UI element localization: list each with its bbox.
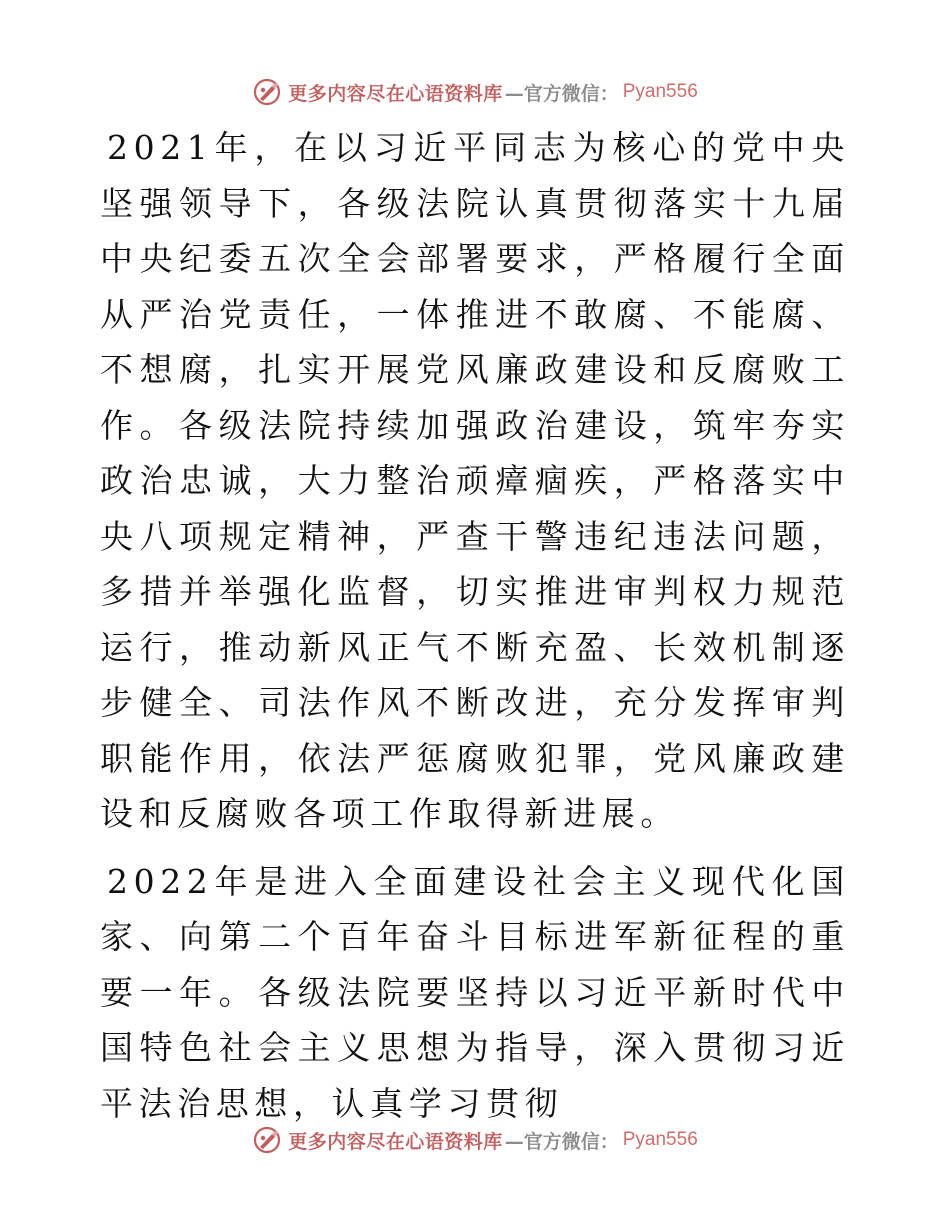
quill-pen-logo-icon (252, 1125, 282, 1155)
paragraph-2: 2022年是进入全面建设社会主义现代化国家、向第二个百年奋斗目标进军新征程的重要一年。各级法院要坚持以习近平新时代中国特色社会主义思想为指导，深入贯彻习近平法治思想，认真学习贯彻 (100, 861, 850, 1123)
watermark-main-text: 更多内容尽在心语资料库 (288, 1130, 503, 1153)
watermark-wechat-id: Pyan556 (622, 81, 698, 102)
watermark-dash-text: —官方微信： (504, 1130, 619, 1153)
paragraph-1: 2021年，在以习近平同志为核心的党中央坚强领导下，各级法院认真贯彻落实十九届中央纪委五次全会部署要求，严格履行全面从严治党责任，一体推进不敢腐、不能腐、不想腐，扎实开展党风廉政建设和反腐败工作。各级法院持续加强政治建设，筑牢夯实政治忠诚，大力整治顽瘴痼疾，严格落实中央八项规定精神，严查干警违纪违法问题，多措并举强化监督，切实推进审判权力规范运行，推动新风正气不断充盈、长效机制逐步健全、司法作风不断改进，充分发挥审判职能作用，依法严惩腐败犯罪，党风廉政建设和反腐败各项工作取得新进展。 (100, 128, 850, 833)
quill-pen-logo-icon (252, 77, 282, 107)
watermark-wechat-id: Pyan556 (622, 1129, 698, 1150)
watermark-main-text: 更多内容尽在心语资料库 (288, 82, 503, 105)
header-watermark (0, 72, 950, 112)
document-body (100, 120, 850, 1131)
footer-watermark (0, 1120, 950, 1160)
watermark-dash-text: —官方微信： (504, 82, 619, 105)
